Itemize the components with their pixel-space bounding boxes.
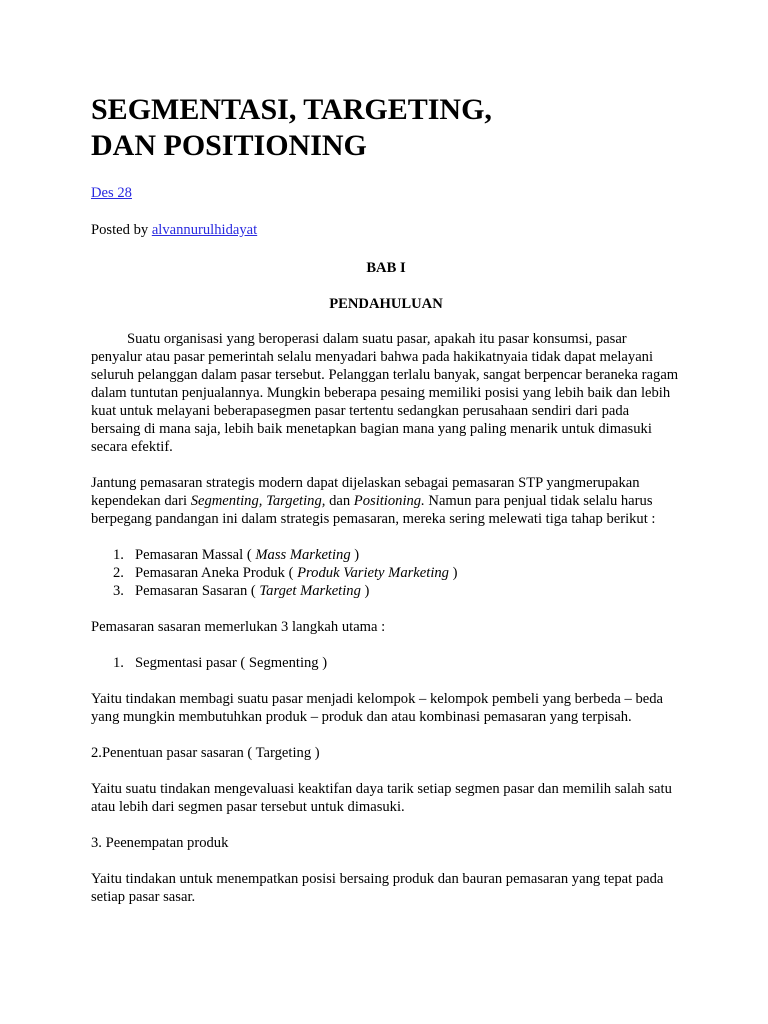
target-marketing-paragraph: Pemasaran sasaran memerlukan 3 langkah utama :	[91, 619, 386, 635]
list-item-italic: Mass Marketing	[255, 547, 351, 563]
article-title	[91, 92, 681, 164]
list-item-end: )	[360, 583, 370, 599]
list-number: 1.	[113, 655, 124, 671]
list-item-text: Pemasaran Sasaran (	[135, 583, 260, 599]
article-body	[91, 92, 681, 906]
chapter-heading: BAB I	[366, 260, 406, 276]
stp-paragraph	[91, 474, 681, 528]
steps-list	[91, 654, 681, 672]
positioning-paragraph: Yaitu tindakan untuk menempatkan posisi bersaing produk dan bauran pemasaran yang tepat pada setiap pasar sasar.	[91, 871, 664, 905]
posted-by-line	[91, 221, 681, 239]
author-link[interactable]: alvannurulhidayat	[151, 222, 258, 238]
marketing-stages-list	[91, 546, 681, 600]
intro-paragraph: Suatu organisasi yang beroperasi dalam suatu pasar, apakah itu pasar konsumsi, pasar penyalur atau pasar pemerintah selalu menyadari bahwa pada hakikatnyaia tidak dapat melayani seluruh pelanggan dalam pasar tersebut. Pelanggan terlalu banyak, sangat berpencar beraneka ragam dalam tuntutan penjualannya. Mungkin beberapa pesaing memiliki posisi yang lebih baik dan lebih kuat untuk melayani beberapasegmen pasar tertentu sedangkan perusahaan sendiri dari pada bersaing di mana saja, lebih baik menetapkan bagian mana yang paling menarik untuk dimasuki secara efektif.	[91, 331, 679, 455]
chapter-title: PENDAHULUAN	[329, 296, 443, 312]
segmenting-paragraph: Yaitu tindakan membagi suatu pasar menjadi kelompok – kelompok pembeli yang berbeda – beda yang mungkin membutuhkan produk – produk dan atau kombinasi pemasaran yang terpisah.	[91, 691, 663, 725]
list-number: 2.	[113, 565, 124, 581]
list-item	[91, 564, 681, 582]
posted-by-label: Posted by	[91, 222, 152, 238]
positioning-heading: 3. Peenempatan produk	[91, 835, 229, 851]
list-item-text: Pemasaran Massal (	[135, 547, 256, 563]
stp-italic-terms: Segmenting, Targeting,	[190, 493, 326, 509]
list-item-text: Segmentasi pasar ( Segmenting )	[135, 655, 328, 671]
title-line-2: DAN POSITIONING	[91, 129, 367, 162]
targeting-heading: 2.Penentuan pasar sasaran ( Targeting )	[91, 745, 320, 761]
list-number: 1.	[113, 547, 124, 563]
list-item	[91, 582, 681, 600]
list-item-text: Pemasaran Aneka Produk (	[135, 565, 298, 581]
list-item-italic: Target Marketing	[259, 583, 361, 599]
stp-italic-positioning: Positioning.	[353, 493, 425, 509]
list-item	[91, 546, 681, 564]
list-item-end: )	[448, 565, 458, 581]
stp-text-before: Jantung pemasaran strategis modern dapat dijelaskan sebagai pemasaran STP yangmerupakan kependekan dari	[91, 475, 640, 509]
targeting-paragraph: Yaitu suatu tindakan mengevaluasi keaktifan daya tarik setiap segmen pasar dan memilih salah satu atau lebih dari segmen pasar tersebut untuk dimasuki.	[91, 781, 672, 815]
stp-text-after: Namun para penjual tidak selalu harus berpegang pandangan ini dalam strategis pemasaran, mereka sering melewati tiga tahap berikut :	[91, 493, 656, 527]
stp-text-mid: dan	[325, 493, 354, 509]
post-date-link[interactable]: Des 28	[91, 185, 132, 201]
list-item-end: )	[350, 547, 360, 563]
title-line-1: SEGMENTASI, TARGETING,	[91, 93, 492, 126]
list-item	[91, 654, 681, 672]
list-item-italic: Produk Variety Marketing	[297, 565, 449, 581]
list-number: 3.	[113, 583, 124, 599]
